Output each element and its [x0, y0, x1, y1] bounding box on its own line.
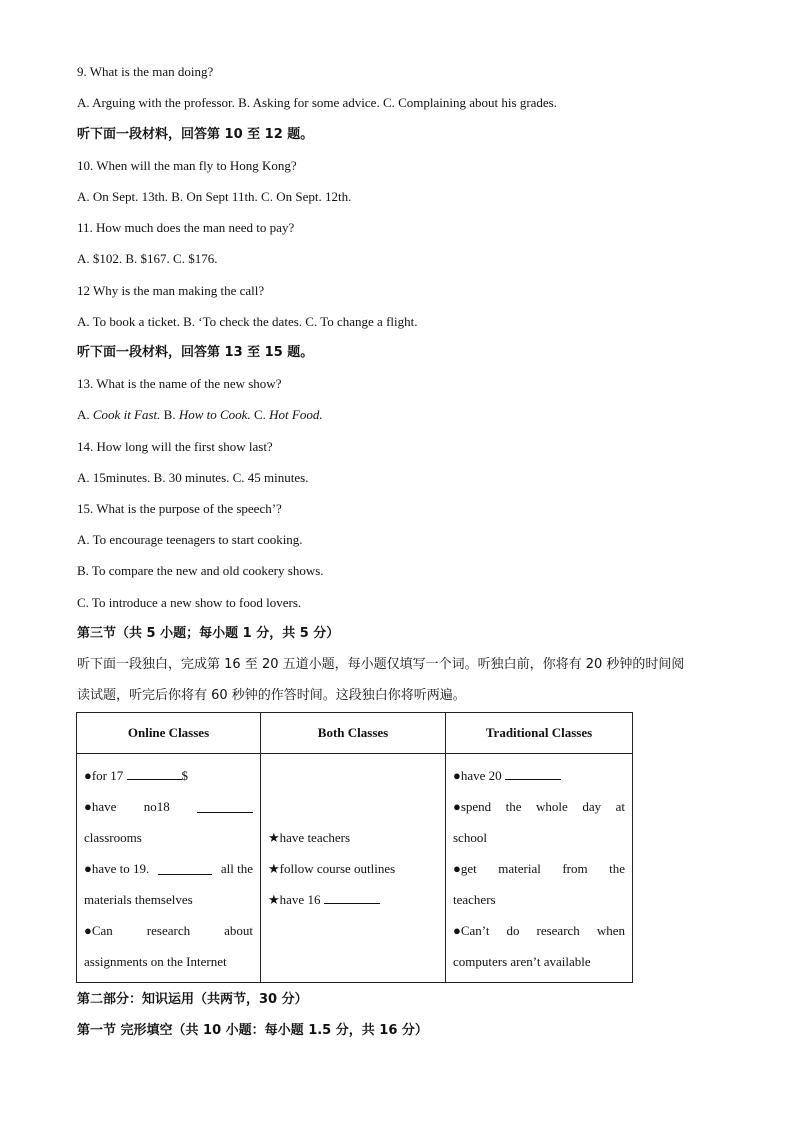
question-12: 12 Why is the man making the call? [77, 283, 265, 298]
traditional-word: ●spend [453, 799, 492, 814]
option-c-text: Hot Food. [269, 407, 323, 422]
option-label: B. [160, 407, 179, 422]
online-line-4 [84, 853, 253, 884]
traditional-line-3: school [453, 830, 487, 845]
online-line-2 [84, 791, 253, 822]
section-heading-10-12: 听下面一段材料，回答第 10 至 12 题。 [77, 127, 314, 142]
question-13: 13. What is the name of the new show? [77, 376, 282, 391]
question-10-options: A. On Sept. 13th. B. On Sept 11th. C. On Sept. 12th. [77, 189, 352, 204]
question-9: 9. What is the man doing? [77, 64, 214, 79]
option-b-text: How to Cook. [178, 407, 251, 422]
question-15-option-c: C. To introduce a new show to food lovers. [77, 595, 302, 610]
online-item-19: ●have to 19. [84, 861, 150, 876]
traditional-line-7: computers aren’t available [453, 954, 591, 969]
online-item-17: ●for 17 [84, 768, 124, 783]
online-line-6 [84, 915, 253, 946]
traditional-item-20: ●have 20 [453, 768, 502, 783]
dollar-sign: $ [181, 768, 189, 783]
question-14-options: A. 15minutes. B. 30 minutes. C. 45 minutes. [77, 470, 309, 485]
question-10: 10. When will the man fly to Hong Kong? [77, 158, 297, 173]
part3-instructions-line2: 读试题，听完后你将有 60 秒钟的作答时间。这段独白你将听两遍。 [77, 688, 466, 703]
part3-title: 第三节（共 5 小题；每小题 1 分，共 5 分） [77, 626, 340, 641]
traditional-word: ●get [453, 861, 477, 876]
traditional-word: research [536, 923, 580, 938]
online-word: ●Can [84, 923, 113, 938]
option-label: A. [77, 407, 93, 422]
table-header-row [77, 713, 633, 754]
answer-blank-18[interactable] [197, 800, 253, 813]
fill-in-table [76, 712, 633, 983]
both-line-3 [268, 884, 438, 915]
option-a-text: Cook it Fast. [92, 407, 161, 422]
online-line-7: assignments on the Internet [84, 954, 227, 969]
online-line-3: classrooms [84, 830, 142, 845]
traditional-word: material [498, 861, 541, 876]
question-13-options [77, 407, 323, 423]
section-heading-13-15: 听下面一段材料，回答第 13 至 15 题。 [77, 345, 314, 360]
online-item-18: no18 [143, 799, 170, 814]
traditional-word: the [505, 799, 522, 814]
question-15-option-a: A. To encourage teenagers to start cooking. [77, 532, 303, 547]
question-14: 14. How long will the first show last? [77, 439, 273, 454]
question-15-option-b: B. To compare the new and old cookery shows. [77, 563, 324, 578]
traditional-line-6 [453, 915, 625, 946]
online-line-1 [84, 760, 253, 791]
traditional-word: whole [536, 799, 568, 814]
question-11-options: A. $102. B. $167. C. $176. [77, 251, 218, 266]
online-classes-cell [77, 754, 261, 983]
traditional-line-5: teachers [453, 892, 496, 907]
online-word: research [146, 923, 191, 938]
traditional-word: do [506, 923, 520, 938]
traditional-line-1 [453, 760, 625, 791]
part2-section1-title: 第一节 完形填空（共 10 小题：每小题 1.5 分，共 16 分） [77, 1023, 428, 1038]
part3-instructions-line1: 听下面一段独白，完成第 16 至 20 五道小题，每小题仅填写一个词。听独白前，你将有 20 秒钟的时间阅 [77, 657, 685, 672]
both-classes-cell [261, 754, 446, 983]
online-line-5: materials themselves [84, 892, 193, 907]
traditional-classes-cell [446, 754, 633, 983]
traditional-line-2 [453, 791, 625, 822]
both-line-2: ★follow course outlines [268, 861, 396, 876]
traditional-word: at [615, 799, 625, 814]
answer-blank-17[interactable] [127, 767, 182, 780]
both-line-1: ★have teachers [268, 830, 351, 845]
online-word: ●have [84, 799, 117, 814]
traditional-line-4 [453, 853, 625, 884]
online-word: about [224, 923, 253, 938]
question-9-options: A. Arguing with the professor. B. Asking for some advice. C. Complaining about his grades. [77, 95, 557, 110]
answer-blank-16[interactable] [324, 891, 380, 904]
header-traditional-classes: Traditional Classes [446, 713, 633, 754]
question-15: 15. What is the purpose of the speech’? [77, 501, 282, 516]
online-word: all the [220, 861, 253, 876]
traditional-word: ●Can’t [453, 923, 490, 938]
traditional-word: when [596, 923, 625, 938]
part2-title: 第二部分：知识运用（共两节，30 分） [77, 992, 308, 1007]
table-body-row [77, 754, 633, 983]
traditional-word: the [609, 861, 625, 876]
answer-blank-19[interactable] [158, 862, 212, 875]
traditional-word: from [562, 861, 588, 876]
header-online-classes: Online Classes [77, 713, 261, 754]
question-11: 11. How much does the man need to pay? [77, 220, 295, 235]
header-both-classes: Both Classes [261, 713, 446, 754]
traditional-word: day [582, 799, 602, 814]
answer-blank-20[interactable] [505, 767, 561, 780]
option-label: C. [250, 407, 270, 422]
both-item-16: ★have 16 [268, 892, 321, 907]
question-12-options: A. To book a ticket. B. ‘To check the dates. C. To change a flight. [77, 314, 418, 329]
